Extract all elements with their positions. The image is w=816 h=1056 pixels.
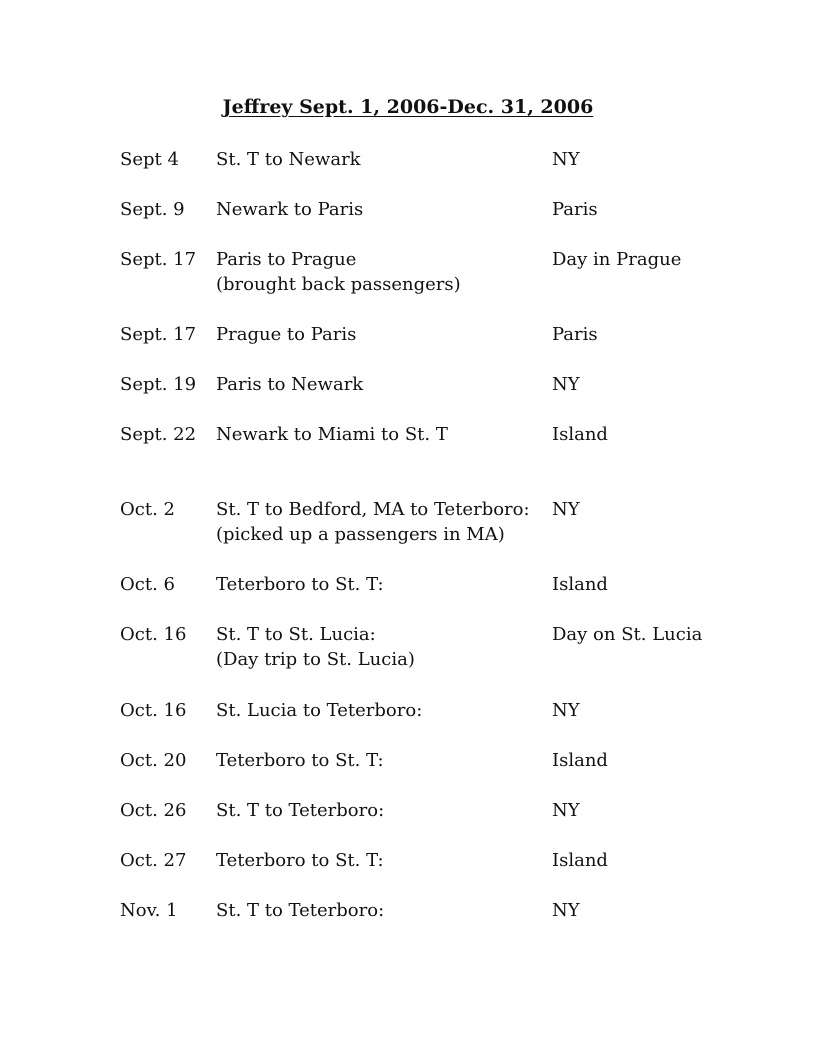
entry-date: Sept. 17: [120, 324, 197, 345]
entry-route: [216, 798, 384, 823]
entry-location: Island: [552, 750, 608, 771]
route-text: Newark to Paris: [216, 199, 364, 220]
page-title: Jeffrey Sept. 1, 2006-Dec. 31, 2006: [222, 96, 594, 118]
entry-date: Oct. 16: [120, 700, 187, 721]
entry-route: [216, 372, 363, 397]
entry-location: Paris: [552, 324, 598, 345]
route-text: Newark to Miami to St. T: [216, 424, 448, 445]
entry-date: Oct. 16: [120, 624, 187, 645]
entry-location: NY: [552, 149, 580, 170]
entry-date: Oct. 20: [120, 750, 187, 771]
entry-date: Nov. 1: [120, 900, 178, 921]
entry-date: Oct. 6: [120, 574, 175, 595]
entry-route: [216, 898, 384, 923]
entry-route: [216, 572, 384, 597]
entry-location: Island: [552, 574, 608, 595]
route-text: St. T to St. Lucia:: [216, 624, 376, 645]
entry-date: Sept. 19: [120, 374, 197, 395]
route-note: (brought back passengers): [216, 274, 461, 295]
entry-location: NY: [552, 700, 580, 721]
entry-route: [216, 748, 384, 773]
route-text: St. T to Teterboro:: [216, 800, 385, 821]
route-text: St. Lucia to Teterboro:: [216, 700, 423, 721]
entry-location: NY: [552, 800, 580, 821]
route-text: St. T to Bedford, MA to Teterboro:: [216, 499, 530, 520]
entry-route: [216, 422, 448, 447]
entry-location: Island: [552, 850, 608, 871]
route-text: St. T to Teterboro:: [216, 900, 385, 921]
entry-route: [216, 147, 361, 172]
entry-date: Sept. 17: [120, 249, 197, 270]
route-text: Paris to Prague: [216, 249, 357, 270]
entry-route: [216, 497, 530, 547]
entry-route: [216, 322, 356, 347]
route-text: Paris to Newark: [216, 374, 364, 395]
entry-location: NY: [552, 374, 580, 395]
entry-location: Day on St. Lucia: [552, 624, 703, 645]
entry-route: [216, 247, 461, 297]
entry-route: [216, 698, 422, 723]
entry-date: Oct. 27: [120, 850, 187, 871]
route-text: Teterboro to St. T:: [216, 850, 384, 871]
route-text: St. T to Newark: [216, 149, 361, 170]
route-text: Prague to Paris: [216, 324, 357, 345]
route-text: Teterboro to St. T:: [216, 750, 384, 771]
route-note: (Day trip to St. Lucia): [216, 649, 415, 670]
entry-date: Oct. 2: [120, 499, 175, 520]
entry-location: Island: [552, 424, 608, 445]
entry-route: [216, 197, 363, 222]
entry-location: NY: [552, 499, 580, 520]
entry-date: Sept. 22: [120, 424, 197, 445]
route-text: Teterboro to St. T:: [216, 574, 384, 595]
entry-location: Paris: [552, 199, 598, 220]
route-note: (picked up a passengers in MA): [216, 524, 505, 545]
entry-route: [216, 848, 384, 873]
entry-date: Sept. 9: [120, 199, 185, 220]
entry-location: NY: [552, 900, 580, 921]
entry-route: [216, 622, 415, 672]
entry-date: Oct. 26: [120, 800, 187, 821]
entry-location: Day in Prague: [552, 249, 682, 270]
entry-date: Sept 4: [120, 149, 179, 170]
